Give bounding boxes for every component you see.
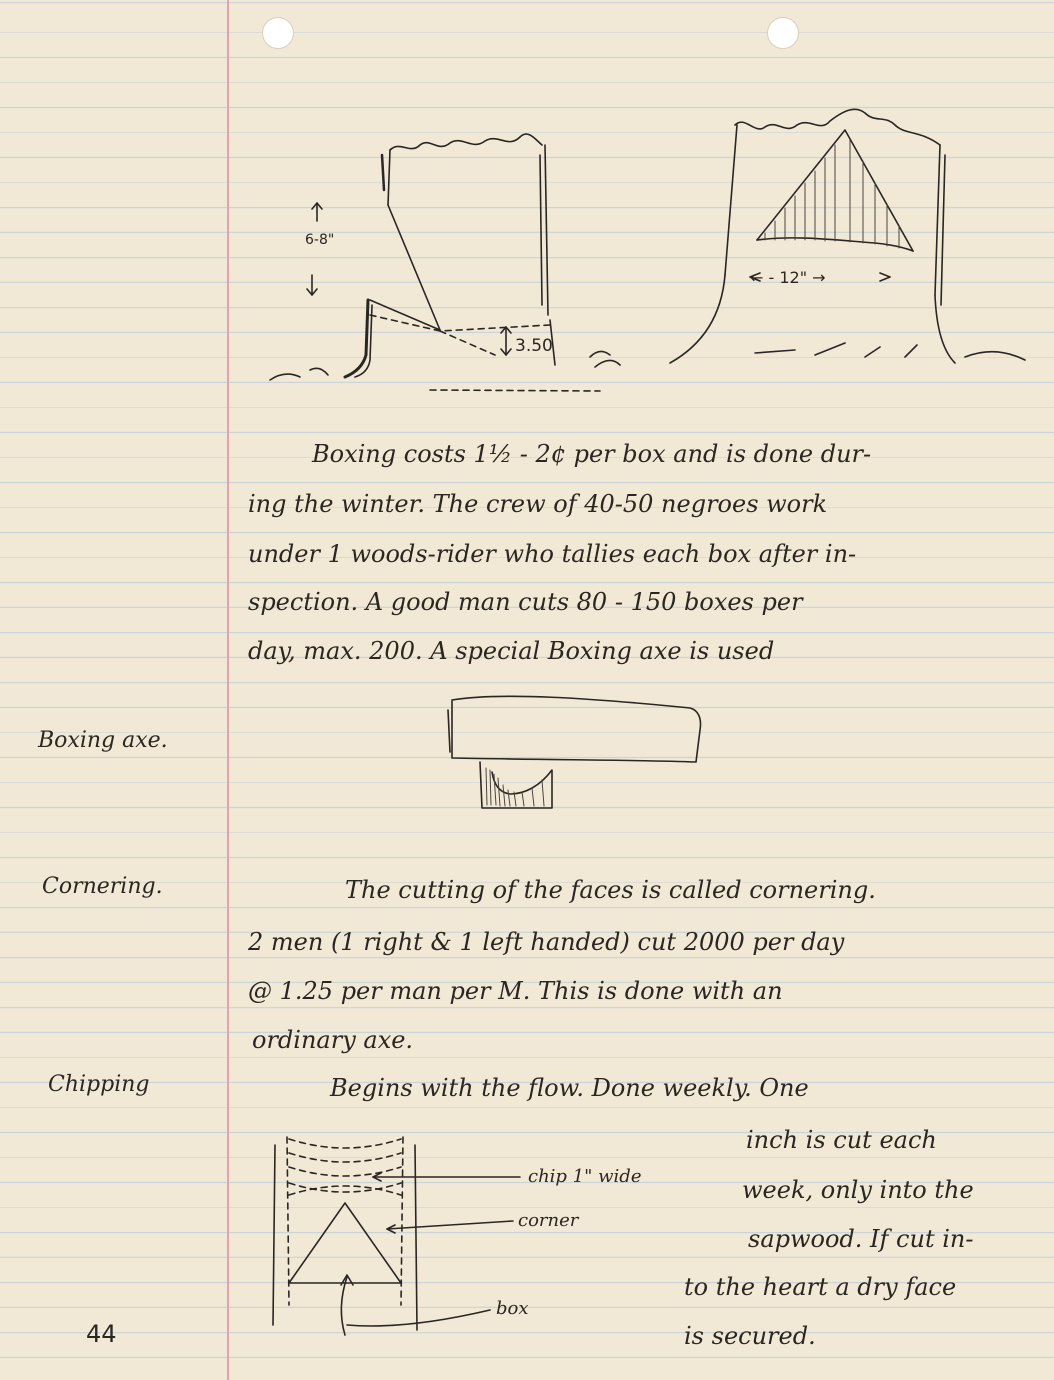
punch-hole-right <box>767 17 799 49</box>
margin-note-cornering: Cornering. <box>42 874 163 899</box>
margin-note-chipping: Chipping <box>48 1072 150 1097</box>
chipping-line-3: week, only into the <box>742 1176 974 1204</box>
chip-width-label: chip 1" wide <box>528 1166 642 1187</box>
cornering-line-4: ordinary axe. <box>252 1026 414 1054</box>
boxing-axe-sketch <box>440 690 710 815</box>
boxing-line-4: spection. A good man cuts 80 - 150 boxes per <box>248 588 803 616</box>
page-number: 44 <box>86 1320 117 1348</box>
box-face-front-sketch <box>665 95 1035 380</box>
boxing-line-2: ing the winter. The crew of 40-50 negroes work <box>248 490 828 518</box>
margin-note-boxing-axe: Boxing axe. <box>38 728 168 753</box>
box-depth-label: 3.50 <box>515 336 553 356</box>
chipping-line-4: sapwood. If cut in- <box>748 1225 974 1253</box>
margin-rule <box>227 0 229 1380</box>
box-width-label: ← - 12" → <box>750 268 826 287</box>
box-label: box <box>496 1298 529 1319</box>
boxing-line-3: under 1 woods-rider who tallies each box after in- <box>248 540 857 568</box>
cornering-line-1: The cutting of the faces is called cornering. <box>345 876 876 904</box>
cornering-line-3: @ 1.25 per man per M. This is done with an <box>248 977 783 1005</box>
boxing-line-1: Boxing costs 1½ - 2¢ per box and is done dur- <box>312 440 872 468</box>
cornering-line-2: 2 men (1 right & 1 left handed) cut 2000 per day <box>248 928 845 956</box>
box-cut-side-sketch <box>250 115 610 405</box>
chipping-line-2: inch is cut each <box>746 1126 937 1154</box>
boxing-line-5: day, max. 200. A special Boxing axe is used <box>248 637 775 665</box>
chipping-line-6: is secured. <box>684 1322 816 1350</box>
punch-hole-left <box>262 17 294 49</box>
chipping-line-1: Begins with the flow. Done weekly. One <box>330 1074 809 1102</box>
corner-label: corner <box>518 1210 579 1231</box>
box-height-label: 6-8" <box>305 232 335 248</box>
chipping-line-5: to the heart a dry face <box>684 1273 957 1301</box>
